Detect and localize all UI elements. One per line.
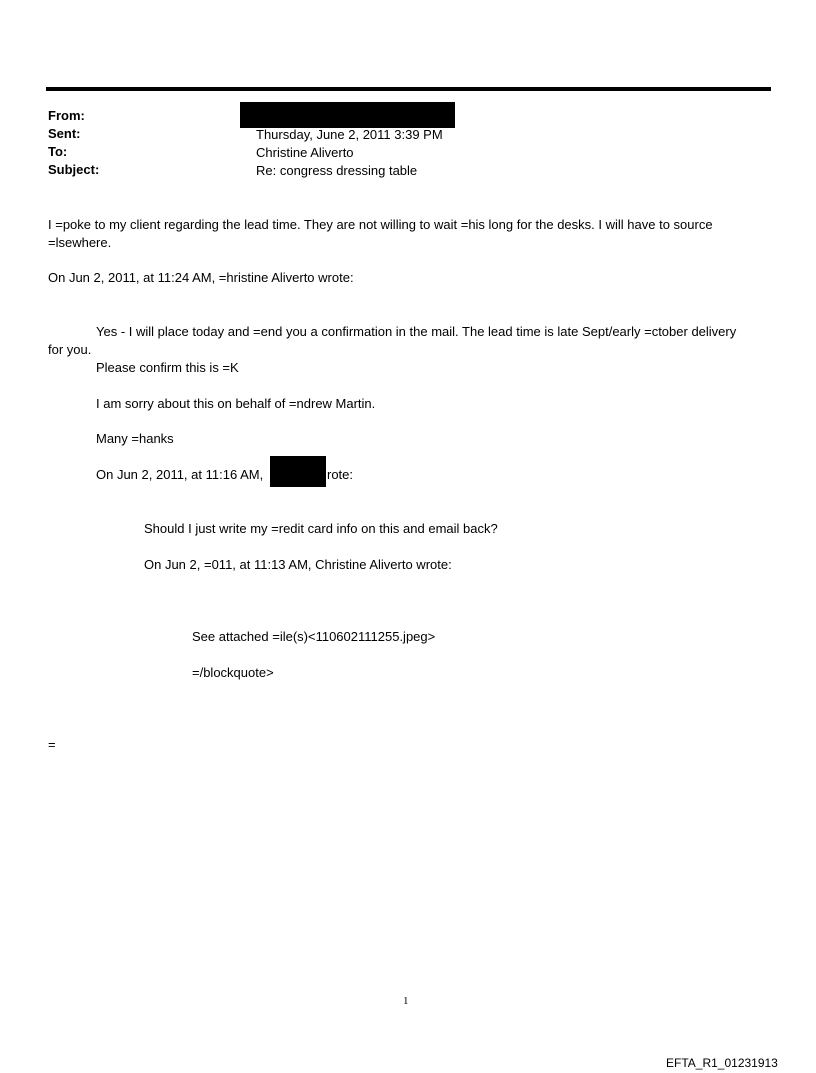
quote-line: =/blockquote> [192,665,274,680]
quote-line: for you. [48,342,92,357]
to-label: To: [48,144,68,159]
quote-header-suffix: rote: [327,467,354,482]
from-label: From: [48,108,85,123]
subject-value: Re: congress dressing table [256,163,418,178]
body-line: I =poke to my client regarding the lead time. They are not willing to wait =his long for the desks. I will have to source [48,217,713,232]
quote-header: On Jun 2, 2011, at 11:24 AM, =hristine Aliverto wrote: [48,270,354,285]
sent-label: Sent: [48,126,81,141]
quote-line: Many =hanks [96,431,174,446]
quote-line: I am sorry about this on behalf of =ndrew Martin. [96,396,376,411]
to-value: Christine Aliverto [256,145,354,160]
trailing-char: = [48,737,56,752]
quote-line: Please confirm this is =K [96,360,239,375]
body-line: =lsewhere. [48,235,112,250]
page-number: 1 [403,995,409,1007]
quote-header: On Jun 2, 2011, at 11:16 AM, [96,467,264,482]
header-rule [46,87,771,91]
sent-value: Thursday, June 2, 2011 3:39 PM [256,127,443,142]
quote-line: Should I just write my =redit card info on this and email back? [144,521,498,536]
attachment-line: See attached =ile(s)<110602111255.jpeg> [192,629,436,644]
quote-header: On Jun 2, =011, at 11:13 AM, Christine Aliverto wrote: [144,557,452,572]
redaction-block [240,102,455,128]
subject-label: Subject: [48,162,100,177]
quote-line: Yes - I will place today and =end you a confirmation in the mail. The lead time is late Sept/early =ctober delivery [96,324,737,339]
document-id: EFTA_R1_01231913 [666,1056,778,1070]
redaction-block [270,456,326,487]
